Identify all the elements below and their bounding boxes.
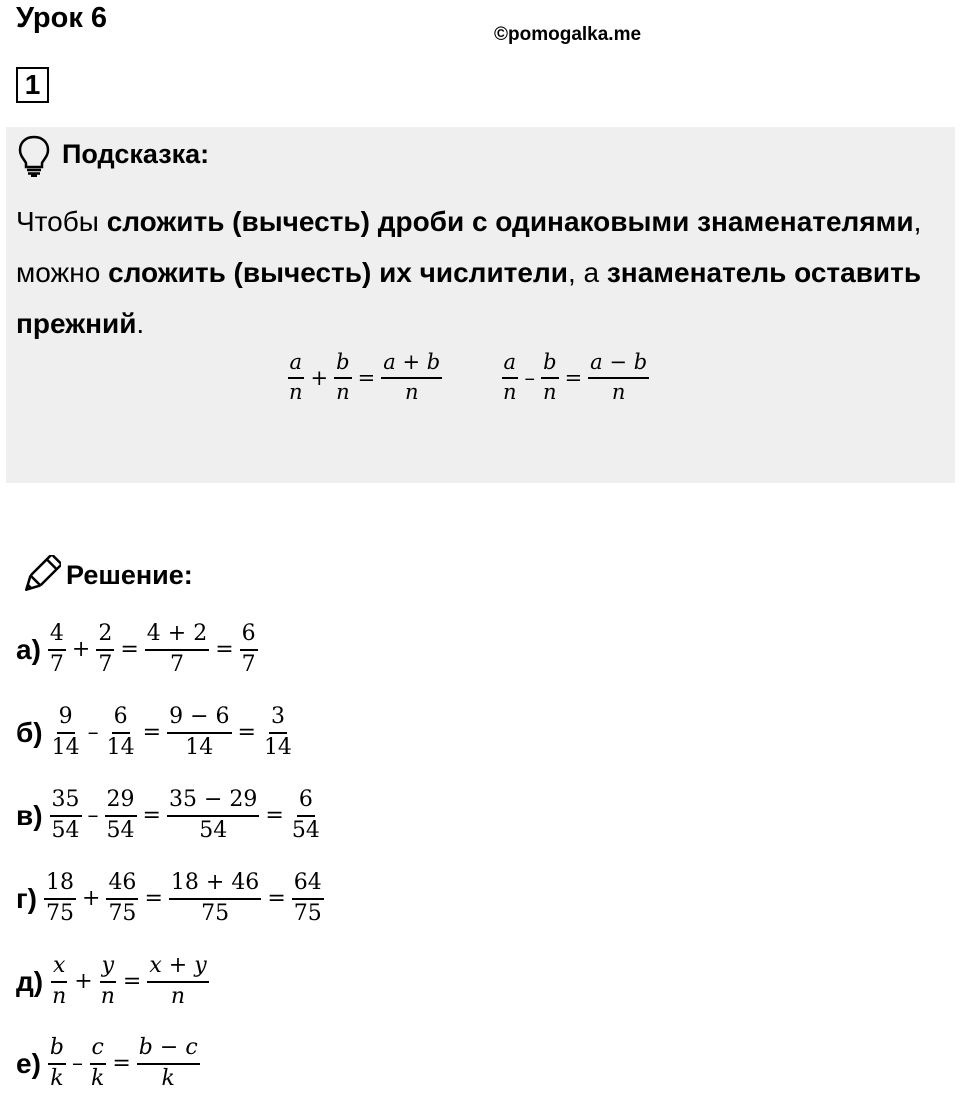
solution-item-label: е) <box>16 1047 41 1079</box>
fraction <box>262 705 294 760</box>
fraction <box>44 871 76 926</box>
fraction-numerator: 9 <box>57 705 75 734</box>
fraction-numerator: 64 <box>292 871 324 900</box>
fraction-denominator: 7 <box>241 652 256 678</box>
fraction-denominator: k <box>50 1066 64 1092</box>
fraction <box>290 788 322 843</box>
math-operator: = <box>357 365 376 390</box>
solution-item-expression <box>45 622 261 677</box>
fraction <box>588 351 649 404</box>
fraction-denominator: 7 <box>98 652 113 678</box>
fraction <box>501 351 519 404</box>
fraction-denominator: n <box>503 380 517 405</box>
fraction-denominator: 7 <box>49 652 64 678</box>
fraction-denominator: 14 <box>185 735 214 761</box>
solution-item <box>16 954 212 1009</box>
solution-item-label: г) <box>16 882 37 914</box>
hint-heading: Подсказка: <box>62 139 210 169</box>
math-operator: = <box>564 365 583 390</box>
solution-item-label: д) <box>16 965 44 997</box>
fraction-numerator: b <box>334 351 351 379</box>
fraction-numerator: a <box>288 351 305 379</box>
fraction <box>50 788 82 843</box>
fraction-denominator: 14 <box>106 735 135 761</box>
solution-item-expression <box>47 788 325 843</box>
fraction <box>105 788 137 843</box>
fraction-numerator: a + b <box>381 351 442 379</box>
math-operator: – <box>524 365 536 390</box>
math-operator: + <box>71 637 91 663</box>
solution-item-expression <box>47 954 212 1009</box>
solution-item <box>16 788 325 843</box>
fraction-numerator: 35 − 29 <box>167 788 259 817</box>
fraction-numerator: 29 <box>105 788 137 817</box>
fraction-denominator: 75 <box>201 901 230 927</box>
fraction-denominator: n <box>52 984 67 1010</box>
fraction-denominator: 54 <box>106 818 135 844</box>
hint-text-segment: , можно <box>16 206 922 288</box>
fraction-numerator: 4 <box>48 622 66 651</box>
fraction-numerator: 4 + 2 <box>145 622 209 651</box>
math-operator: = <box>112 1051 131 1077</box>
solution-item-expression <box>45 1036 203 1091</box>
formula-difference <box>498 351 652 404</box>
formula-sum <box>284 351 445 404</box>
fraction <box>167 705 231 760</box>
math-operator: = <box>265 803 284 829</box>
fraction-numerator: b <box>541 351 558 379</box>
fraction-denominator: 75 <box>293 901 322 927</box>
fraction-denominator: 14 <box>263 735 292 761</box>
fraction-denominator: 75 <box>108 901 137 927</box>
fraction <box>96 622 114 677</box>
hint-text-segment: , а <box>567 257 607 288</box>
fraction-denominator: n <box>611 380 626 405</box>
solution-item <box>16 1036 203 1091</box>
fraction <box>145 622 209 677</box>
fraction <box>106 871 138 926</box>
solution-item-expression <box>47 705 297 760</box>
math-operator: = <box>237 720 256 746</box>
math-operator: = <box>267 886 286 912</box>
math-operator: = <box>215 637 234 663</box>
fraction <box>334 351 352 404</box>
fraction-numerator: 9 − 6 <box>167 705 231 734</box>
hint-text-segment: Чтобы <box>16 206 107 237</box>
fraction <box>48 622 66 677</box>
fraction <box>99 954 117 1009</box>
fraction <box>105 705 137 760</box>
task-number-box: 1 <box>16 67 49 103</box>
fraction-denominator: k <box>91 1066 105 1092</box>
fraction-denominator: n <box>289 380 303 405</box>
fraction-denominator: 54 <box>199 818 228 844</box>
fraction <box>147 954 208 1009</box>
solution-item <box>16 622 261 677</box>
math-operator: = <box>122 969 142 995</box>
lightbulb-icon <box>17 135 51 177</box>
hint-text-segment: сложить (вычесть) дроби с одинаковыми знаменателями <box>106 206 914 237</box>
fraction <box>240 622 258 677</box>
fraction <box>48 1036 66 1091</box>
fraction-numerator: 46 <box>106 871 138 900</box>
fraction-numerator: 6 <box>297 788 315 817</box>
hint-text-segment: знаменатель оставить прежний <box>16 257 922 339</box>
fraction-denominator: 7 <box>170 652 184 678</box>
watermark: ©pomogalka.me <box>494 24 642 45</box>
fraction-numerator: 35 <box>50 788 82 817</box>
fraction-denominator: 54 <box>291 818 320 844</box>
hint-text-segment: сложить (вычесть) их числители <box>108 257 568 288</box>
fraction-numerator: b <box>48 1036 66 1065</box>
math-operator: = <box>142 720 162 746</box>
fraction <box>381 351 442 404</box>
fraction-numerator: a − b <box>588 351 649 379</box>
fraction-numerator: 6 <box>112 705 130 734</box>
solution-item-label: б) <box>16 716 43 748</box>
fraction <box>169 871 261 926</box>
fraction <box>287 351 305 404</box>
fraction-numerator: c <box>90 1036 106 1065</box>
fraction-denominator: 54 <box>51 818 80 844</box>
fraction-denominator: n <box>100 984 115 1010</box>
math-operator: + <box>310 365 329 390</box>
solution-heading: Решение: <box>66 560 193 590</box>
solution-item <box>16 705 297 760</box>
fraction-numerator: 3 <box>269 705 287 734</box>
fraction-numerator: b − c <box>137 1036 200 1065</box>
fraction-denominator: n <box>336 380 350 405</box>
fraction <box>50 705 82 760</box>
math-operator: – <box>87 720 99 746</box>
math-operator: = <box>142 803 161 829</box>
fraction-denominator: n <box>543 380 557 405</box>
fraction <box>541 351 559 404</box>
fraction-numerator: a <box>502 351 519 379</box>
math-operator: + <box>82 886 101 912</box>
fraction-numerator: 18 + 46 <box>169 871 261 900</box>
fraction <box>50 954 68 1009</box>
solution-item <box>16 871 327 926</box>
solution-item-expression <box>41 871 327 926</box>
math-operator: = <box>120 637 139 663</box>
fraction-numerator: 18 <box>44 871 76 900</box>
math-operator: + <box>74 969 93 995</box>
math-operator: – <box>72 1051 83 1077</box>
pencil-icon <box>17 555 61 599</box>
fraction-denominator: n <box>170 984 186 1010</box>
fraction-numerator: y <box>100 954 116 983</box>
page-title: Урок 6 <box>16 2 108 34</box>
hint-paragraph <box>16 196 941 349</box>
fraction-numerator: x <box>51 954 67 983</box>
fraction <box>292 871 324 926</box>
fraction-numerator: x + y <box>147 954 208 983</box>
fraction-numerator: 2 <box>96 622 114 651</box>
math-operator: = <box>144 886 163 912</box>
fraction-denominator: 75 <box>46 901 74 927</box>
fraction-numerator: 6 <box>240 622 258 651</box>
fraction-denominator: n <box>405 380 419 405</box>
math-operator: – <box>87 803 99 829</box>
fraction <box>89 1036 106 1091</box>
hint-text-segment: . <box>136 308 145 339</box>
fraction-denominator: k <box>161 1066 175 1092</box>
fraction <box>167 788 259 843</box>
fraction <box>137 1036 200 1091</box>
solution-item-label: а) <box>16 633 41 665</box>
fraction-denominator: 14 <box>51 735 80 761</box>
solution-item-label: в) <box>16 799 43 831</box>
